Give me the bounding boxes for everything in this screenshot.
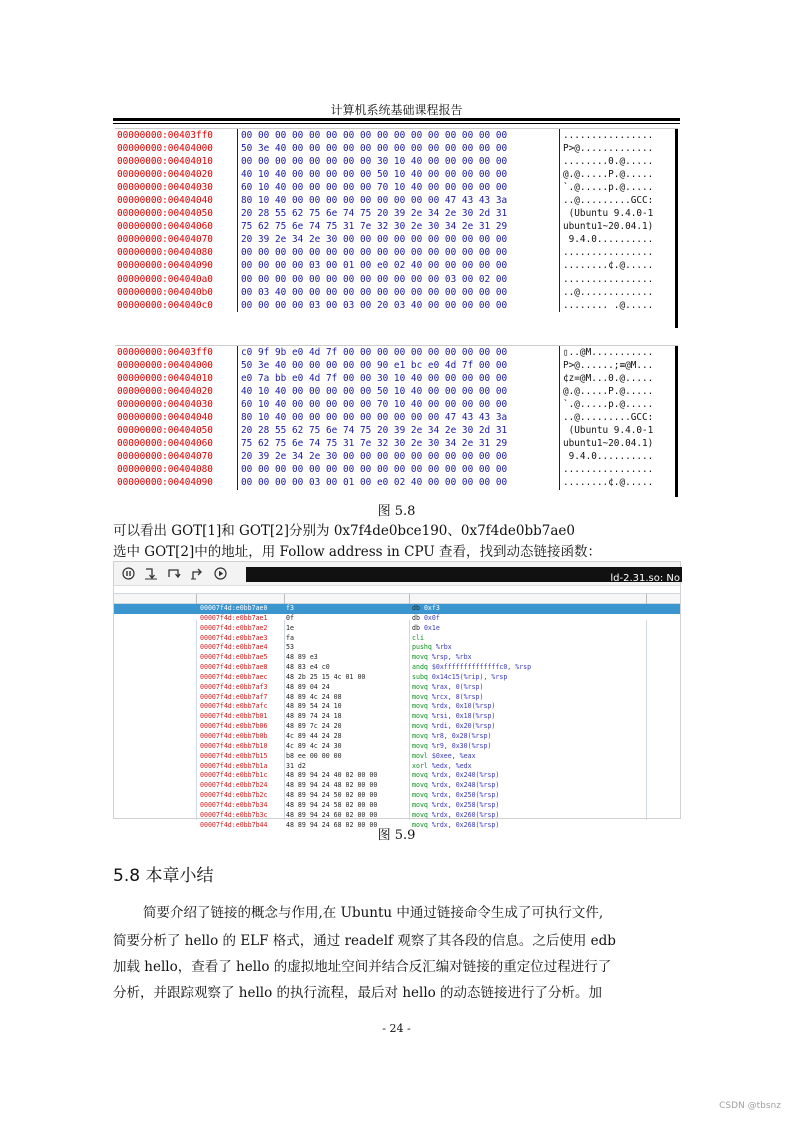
hex-ascii: `.@.....p.@..... [563,399,654,411]
hex-address: 00000000:00404040 [117,195,213,207]
hex-ascii: 9.4.0.......... [563,451,654,463]
instruction-text [412,742,491,752]
disassembly-row[interactable] [114,634,680,644]
hex-bytes: 40 10 40 00 00 00 00 00 50 10 40 00 00 00 00 00 [241,386,508,398]
disassembly-row[interactable] [114,702,680,712]
hex-ascii: P>@......;≡@M... [563,360,654,372]
instruction-text [412,811,499,821]
summary-line-1: 简要介绍了链接的概念与作用,在 Ubuntu 中通过链接命令生成了可执行文件, [143,905,604,921]
hexdump-row[interactable] [115,220,678,233]
instruction-mnemonic: movl [412,751,428,760]
instruction-mnemonic: db [412,623,420,632]
instruction-bytes: 1e [286,623,294,632]
disassembly-row[interactable] [114,781,680,791]
hex-ascii: ................ [563,247,654,259]
hexdump-row[interactable] [115,385,678,398]
instruction-address: 00007f4d:e0bb7b2c [200,791,268,800]
instruction-text [412,604,440,614]
hex-address: 00000000:004040c0 [117,299,213,311]
hex-address: 00000000:00404030 [117,182,213,194]
hex-address: 00000000:00404060 [117,438,213,450]
instruction-mnemonic: movq [412,820,428,829]
hexdump-row[interactable] [115,398,678,411]
hex-bytes: 20 39 2e 34 2e 30 00 00 00 00 00 00 00 00 00 00 [241,234,508,246]
hexdump-row[interactable] [115,299,678,312]
pause-icon[interactable] [120,566,136,582]
instruction-bytes: 48 89 94 24 68 02 00 00 [286,820,378,829]
hex-ascii: P>@............. [563,143,654,155]
hex-address: 00000000:00404040 [117,412,213,424]
hex-address: 00000000:004040a0 [117,273,213,285]
hex-bytes: 80 10 40 00 00 00 00 00 00 00 00 00 47 43 43 3a [241,195,508,207]
instruction-address: 00007f4d:e0bb7ae2 [200,623,268,632]
instruction-operands: %rdx, 0x250(%rsp) [431,791,500,800]
hex-ascii: (Ubuntu 9.4.0-1 [563,425,654,437]
step-out-icon[interactable] [189,566,205,582]
instruction-operands: %r9, 0x30(%rsp) [431,741,492,750]
hex-address: 00000000:00404090 [117,260,213,272]
instruction-mnemonic: movq [412,791,428,800]
instruction-address: 00007f4d:e0bb7b44 [200,820,268,829]
instruction-mnemonic: db [412,604,420,612]
instruction-address: 00007f4d:e0bb7af3 [200,682,268,691]
hex-address: 00000000:00404020 [117,169,213,181]
instruction-address: 00007f4d:e0bb7afc [200,702,268,711]
hexdump-row[interactable] [115,181,678,194]
instruction-bytes: 48 89 94 24 50 02 00 00 [286,791,378,800]
instruction-address: 00007f4d:e0bb7b01 [200,712,268,721]
hex-bytes: 75 62 75 6e 74 75 31 7e 32 30 2e 30 34 2e 31 29 [241,438,508,450]
hexdump-panel-before[interactable] [115,128,678,328]
hex-bytes: 80 10 40 00 00 00 00 00 00 00 00 00 47 43 43 3a [241,412,508,424]
hex-address: 00000000:00404010 [117,373,213,385]
instruction-bytes: 48 2b 25 15 4c 01 00 [286,672,366,681]
instruction-address: 00007f4d:e0bb7b24 [200,781,268,790]
instruction-address: 00007f4d:e0bb7ae5 [200,653,268,662]
instruction-address: 00007f4d:e0bb7ae8 [200,663,268,672]
run-icon[interactable] [212,566,228,582]
instruction-text [412,762,472,772]
instruction-mnemonic: movq [412,682,428,691]
disassembly-row[interactable] [114,742,680,752]
hexdump-row[interactable] [115,372,678,385]
hex-bytes: 00 00 00 00 00 00 00 00 00 00 00 00 00 00 00 00 [241,247,508,259]
instruction-bytes: b8 ee 00 00 00 [286,751,342,760]
instruction-operands: %rdx, 0x258(%rsp) [431,800,500,809]
disassembly-column-header [114,594,680,604]
hexdump-row[interactable] [115,233,678,246]
instruction-address: 00007f4d:e0bb7aec [200,672,268,681]
module-file-label: ld-2.31.so: No [610,573,680,584]
hex-ascii: ubuntu1~20.04.1) [563,438,654,450]
disassembly-row[interactable] [114,791,680,801]
instruction-address: 00007f4d:e0bb7ae0 [200,604,268,612]
instruction-operands: 0x14c15(%rip), %rsp [431,672,508,681]
hex-bytes: e0 7a bb e0 4d 7f 00 00 30 10 40 00 00 00 00 00 [241,373,508,385]
hexdump-scroll-edge [675,346,678,497]
instruction-bytes: 31 d2 [286,761,306,770]
instruction-mnemonic: movq [412,712,428,721]
hex-address: 00000000:00404070 [117,234,213,246]
instruction-operands: %rsp, %rbx [431,653,472,662]
hexdump-row[interactable] [115,476,678,489]
instruction-text [412,791,499,801]
module-label-bar [246,567,682,582]
hex-address: 00000000:00404000 [117,143,213,155]
instruction-mnemonic: movq [412,741,428,750]
hex-address: 00000000:00404030 [117,399,213,411]
instruction-operands: %rbx [435,643,452,652]
hex-bytes: 75 62 75 6e 74 75 31 7e 32 30 2e 30 34 2e 31 29 [241,221,508,233]
hex-ascii: @.@.....P.@..... [563,169,654,181]
instruction-bytes: 48 89 4c 24 08 [286,692,342,701]
hex-ascii: ................ [563,130,654,141]
hexdump-row[interactable] [115,450,678,463]
instruction-address: 00007f4d:e0bb7ae3 [200,633,268,642]
hex-ascii: 9.4.0.......... [563,234,654,246]
instruction-bytes: 4c 89 44 24 28 [286,731,342,740]
instruction-mnemonic: movq [412,653,428,662]
disassembly-row[interactable] [114,673,680,683]
hex-bytes: 20 28 55 62 75 6e 74 75 20 39 2e 34 2e 30 2d 31 [241,208,508,220]
hexdump-row[interactable] [115,273,678,286]
instruction-operands: %rdx, 0x268(%rsp) [431,820,500,829]
disassembly-row[interactable] [114,614,680,624]
hex-bytes: 60 10 40 00 00 00 00 00 70 10 40 00 00 00 00 00 [241,182,508,194]
instruction-bytes: 48 89 7c 24 20 [286,722,342,731]
instruction-text [412,712,495,722]
instruction-bytes: 0f [286,613,294,622]
instruction-operands: %edx, %edx [431,761,472,770]
hex-address: 00000000:00404000 [117,360,213,372]
header-rule-thick [113,118,680,121]
instruction-bytes: 48 89 74 24 18 [286,712,342,721]
disassembly-row[interactable] [114,771,680,781]
instruction-bytes: 48 83 e4 c0 [286,663,330,672]
instruction-operands: %r8, 0x28(%rsp) [431,731,492,740]
hex-ascii: ▯..@M........... [563,347,654,358]
instruction-operands: 0x0f [423,613,440,622]
step-into-icon[interactable] [143,566,159,582]
hex-bytes: c0 9f 9b e0 4d 7f 00 00 00 00 00 00 00 00 00 00 [241,347,508,358]
instruction-mnemonic: cli [412,633,424,642]
disassembly-row[interactable] [114,663,680,673]
instruction-mnemonic: movq [412,810,428,819]
instruction-operands: 0xf3 [423,604,440,612]
hex-ascii: ........0.@..... [563,156,654,168]
instruction-text [412,752,476,762]
hex-bytes: 40 10 40 00 00 00 00 00 50 10 40 00 00 00 00 00 [241,169,508,181]
instruction-address: 00007f4d:e0bb7b0b [200,731,268,740]
hexdump-row[interactable] [115,359,678,372]
instruction-mnemonic: movq [412,800,428,809]
hexdump-row[interactable] [115,246,678,259]
instruction-address: 00007f4d:e0bb7b15 [200,751,268,760]
instruction-bytes: 48 89 94 24 58 02 00 00 [286,800,378,809]
hex-ascii: ..@............. [563,286,654,298]
instruction-mnemonic: movq [412,722,428,731]
instruction-address: 00007f4d:e0bb7ae4 [200,643,268,652]
hex-bytes: 00 00 00 00 03 00 03 00 20 03 40 00 00 00 00 00 [241,299,508,311]
summary-line-3: 加载 hello，查看了 hello 的虚拟地址空间并结合反汇编对链接的重定位过程进行了 [113,959,612,975]
disassembly-row[interactable] [114,722,680,732]
hexdump-panel-after[interactable] [115,345,678,497]
page-number: - 24 - [382,1022,411,1035]
instruction-text [412,702,495,712]
instruction-mnemonic: movq [412,781,428,790]
instruction-address: 00007f4d:e0bb7ae1 [200,613,268,622]
disassembly-row[interactable] [114,712,680,722]
instruction-bytes: fa [286,633,294,642]
instruction-operands: %rdx, 0x240(%rsp) [431,771,500,780]
disassembly-row[interactable] [114,732,680,742]
hex-address: 00000000:00404060 [117,221,213,233]
hex-bytes: 50 3e 40 00 00 00 00 00 00 00 00 00 00 00 00 00 [241,143,508,155]
header-rule-thin [113,123,680,124]
hex-ascii: ..@.........GCC: [563,412,654,424]
hex-address: 00000000:00404070 [117,451,213,463]
disassembly-row[interactable] [114,624,680,634]
hex-address: 00000000:004040b0 [117,286,213,298]
hex-bytes: 00 03 40 00 00 00 00 00 00 00 00 00 00 00 00 00 [241,286,508,298]
hexdump-row[interactable] [115,463,678,476]
instruction-text [412,663,531,673]
hexdump-row[interactable] [115,194,678,207]
disassembly-row[interactable] [114,643,680,653]
instruction-operands: %rax, 0(%rsp) [431,682,484,691]
hex-address: 00000000:00404090 [117,477,213,489]
hex-bytes: 00 00 00 00 00 00 00 00 00 00 00 00 03 00 02 00 [241,273,508,285]
hex-bytes: 60 10 40 00 00 00 00 00 70 10 40 00 00 00 00 00 [241,399,508,411]
instruction-operands: 0x1e [423,623,440,632]
instruction-mnemonic: andq [412,663,428,672]
instruction-bytes: 53 [286,643,294,652]
instruction-bytes: 48 89 e3 [286,653,318,662]
instruction-text [412,643,452,653]
hex-ascii: ................ [563,273,654,285]
hexdump-row[interactable] [115,411,678,424]
instruction-operands: $0xffffffffffffffc0, %rsp [431,663,532,672]
hexdump-row[interactable] [115,207,678,220]
hex-bytes: 00 00 00 00 03 00 01 00 e0 02 40 00 00 00 00 00 [241,477,508,489]
hexdump-row[interactable] [115,259,678,272]
edb-cpu-view[interactable] [113,561,681,829]
instruction-address: 00007f4d:e0bb7af7 [200,692,268,701]
instruction-operands: %rdx, 0x260(%rsp) [431,810,500,819]
hex-address: 00000000:00403ff0 [117,130,213,141]
instruction-text [412,634,428,644]
hex-address: 00000000:00404010 [117,156,213,168]
instruction-address: 00007f4d:e0bb7b06 [200,722,268,731]
instruction-bytes: 48 89 94 24 48 02 00 00 [286,781,378,790]
instruction-mnemonic: movq [412,731,428,740]
hex-address: 00000000:00404050 [117,208,213,220]
hexdump-row[interactable] [115,424,678,437]
hex-ascii: ........ .@..... [563,299,654,311]
hex-ascii: @.@.....P.@..... [563,386,654,398]
body-text-follow: 选中 GOT[2]中的地址，用 Follow address in CPU 查看，找到动态链接函数： [113,544,601,560]
instruction-bytes: 48 89 54 24 10 [286,702,342,711]
disassembly-row[interactable] [114,811,680,821]
disassembly-row[interactable] [114,604,680,614]
hexdump-row[interactable] [115,129,678,142]
instruction-bytes: 48 89 04 24 [286,682,330,691]
hex-address: 00000000:00404080 [117,464,213,476]
disassembly-row[interactable] [114,683,680,693]
instruction-text [412,614,440,624]
summary-line-2: 简要分析了 hello 的 ELF 格式，通过 readelf 观察了其各段的信息。之后使用 edb [113,933,616,949]
hex-address: 00000000:00404080 [117,247,213,259]
debugger-spacer [114,586,680,594]
instruction-text [412,693,483,703]
instruction-text [412,673,507,683]
disassembly-list[interactable] [114,604,680,830]
hex-address: 00000000:00404020 [117,386,213,398]
hex-ascii: ¢z=@M...0.@..... [563,373,654,385]
instruction-mnemonic: pushq [412,643,432,652]
hexdump-row[interactable] [115,142,678,155]
hex-ascii: ........¢.@..... [563,260,654,272]
hex-ascii: ..@.........GCC: [563,195,654,207]
instruction-operands: %rdi, 0x20(%rsp) [431,722,496,731]
instruction-bytes: 4c 89 4c 24 30 [286,741,342,750]
instruction-bytes: 48 89 94 24 60 02 00 00 [286,810,378,819]
step-over-icon[interactable] [166,566,182,582]
instruction-address: 00007f4d:e0bb7b1c [200,771,268,780]
section-title: 5.8 本章小结 [113,866,214,886]
instruction-mnemonic: xorl [412,761,428,770]
instruction-operands: %rsi, 0x18(%rsp) [431,712,496,721]
instruction-text [412,781,499,791]
hex-bytes: 50 3e 40 00 00 00 00 00 90 e1 bc e0 4d 7f 00 00 [241,360,508,372]
disassembly-row[interactable] [114,752,680,762]
instruction-text [412,771,499,781]
instruction-mnemonic: db [412,613,420,622]
hexdump-row[interactable] [115,168,678,181]
instruction-operands: %rdx, 0x248(%rsp) [431,781,500,790]
instruction-text [412,653,472,663]
instruction-text [412,722,495,732]
hex-bytes: 00 00 00 00 00 00 00 00 30 10 40 00 00 00 00 00 [241,156,508,168]
hexdump-row[interactable] [115,437,678,450]
figure-caption-5-8: 图 5.8 [377,504,416,519]
hex-ascii: ubuntu1~20.04.1) [563,221,654,233]
page-header-title: 计算机系统基础课程报告 [330,103,463,117]
instruction-mnemonic: movq [412,771,428,780]
disassembly-row[interactable] [114,762,680,772]
disassembly-row[interactable] [114,801,680,811]
hex-bytes: 00 00 00 00 00 00 00 00 00 00 00 00 00 00 00 00 [241,130,508,141]
watermark: CSDN @tbsnz [719,1101,781,1111]
hex-ascii: ........¢.@..... [563,477,654,489]
instruction-address: 00007f4d:e0bb7b1a [200,761,268,770]
instruction-text [412,732,491,742]
figure-caption-5-9: 图 5.9 [377,828,416,843]
instruction-operands: %rdx, 0x10(%rsp) [431,702,496,711]
instruction-mnemonic: subq [412,672,428,681]
instruction-address: 00007f4d:e0bb7b34 [200,800,268,809]
instruction-text [412,624,440,634]
hex-ascii: `.@.....p.@..... [563,182,654,194]
hex-bytes: 20 28 55 62 75 6e 74 75 20 39 2e 34 2e 30 2d 31 [241,425,508,437]
hex-bytes: 20 39 2e 34 2e 30 00 00 00 00 00 00 00 00 00 00 [241,451,508,463]
body-text-got: 可以看出 GOT[1]和 GOT[2]分别为 0x7f4de0bce190、0x7f4de0bb7ae0 [113,523,575,539]
instruction-text [412,801,499,811]
instruction-address: 00007f4d:e0bb7b3c [200,810,268,819]
hex-address: 00000000:00403ff0 [117,347,213,358]
hex-address: 00000000:00404050 [117,425,213,437]
hexdump-row[interactable] [115,346,678,359]
instruction-mnemonic: movq [412,702,428,711]
hex-bytes: 00 00 00 00 00 00 00 00 00 00 00 00 00 00 00 00 [241,464,508,476]
hex-ascii: (Ubuntu 9.4.0-1 [563,208,654,220]
hex-ascii: ................ [563,464,654,476]
instruction-address: 00007f4d:e0bb7b10 [200,741,268,750]
instruction-bytes: 48 89 94 24 40 02 00 00 [286,771,378,780]
hex-bytes: 00 00 00 00 03 00 01 00 e0 02 40 00 00 00 00 00 [241,260,508,272]
hexdump-row[interactable] [115,155,678,168]
instruction-bytes: f3 [286,604,294,612]
instruction-operands: $0xee, %eax [431,751,476,760]
instruction-mnemonic: movq [412,692,428,701]
hexdump-row[interactable] [115,286,678,299]
hexdump-scroll-edge [675,129,678,328]
instruction-operands: %rcx, 8(%rsp) [431,692,484,701]
instruction-text [412,683,483,693]
summary-line-4: 分析，并跟踪观察了 hello 的执行流程，最后对 hello 的动态链接进行了分析。加 [113,985,603,1001]
disassembly-row[interactable] [114,693,680,703]
disassembly-row[interactable] [114,653,680,663]
